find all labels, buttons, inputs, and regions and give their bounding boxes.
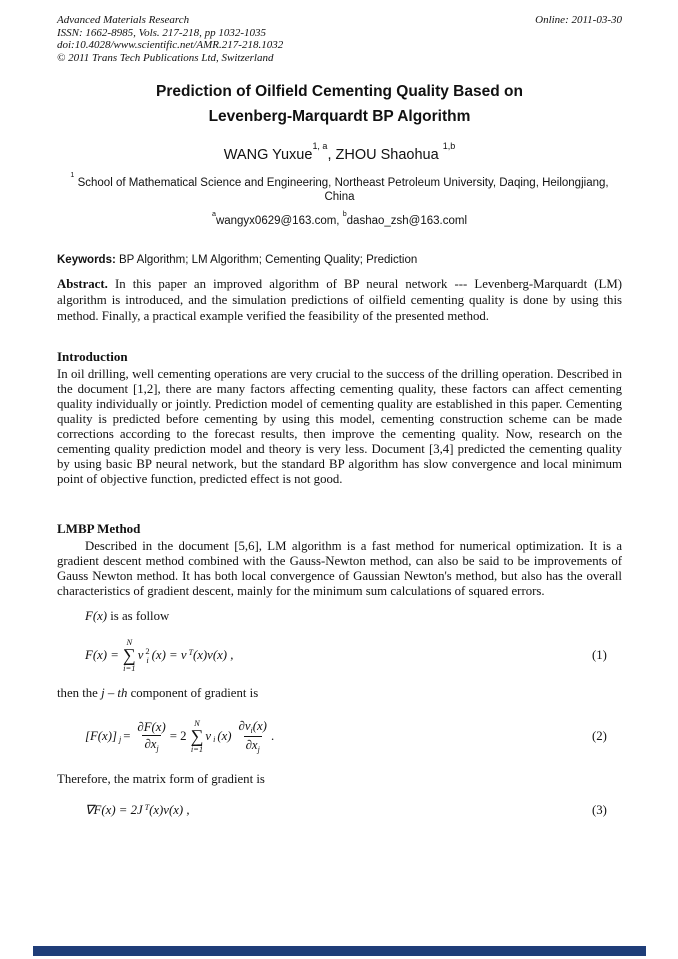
eq1-term-supsub [145, 647, 149, 665]
title-line-2: Levenberg-Marquardt BP Algorithm [208, 107, 471, 125]
sigma-icon-2: ∑ [190, 726, 204, 747]
author-line [57, 141, 622, 164]
title-line-1: Prediction of Oilfield Cementing Quality Based on [156, 82, 523, 100]
inline-math-jth: j – th [101, 685, 128, 700]
sigma-icon: ∑ [122, 645, 136, 666]
eq2-period: . [270, 729, 275, 744]
eq3-pre: ∇F(x) = 2J [85, 803, 143, 818]
gradient-line-pre: then the [57, 685, 102, 700]
keywords-text: BP Algorithm; LM Algorithm; Cementing Quality; Prediction [115, 254, 418, 267]
eq2-frac2-num-base: ∂v [238, 719, 251, 734]
email-b-superscript: b [342, 210, 347, 219]
eq2-frac2-den-sub: j [257, 744, 260, 754]
introduction-paragraph: In oil drilling, well cementing operations are very crucial to the success of the drilling operation. Described in the document [1,2], there are many factors affecting cementing quality, these factors can affect cementing quality individually or jointly. Prediction model of cementing quality are established in this paper. Cementing quality is predicted before cementing by using this model, cementing construction scheme can be made corrections according to the forecast results, then improve the cementing quality. Now, research on the cementing quality prediction model and theory is very less. Document [3,4] predicted the cementing quality by using basic BP neural network, but the standard BP algorithm has slow convergence and local minimum point of objective function, predicted effect is not good. [57, 366, 622, 486]
eq1-tail: (x)v(x) , [192, 648, 234, 663]
inline-math-Fx: F(x) [85, 608, 108, 623]
matrix-line: Therefore, the matrix form of gradient is [57, 771, 265, 786]
doi-line: doi:10.4028/www.scientific.net/AMR.217-218.1032 [57, 39, 284, 52]
eq2-frac1-denominator [142, 735, 160, 753]
issn-line: ISSN: 1662-8985, Vols. 217-218, pp 1032-1035 [57, 26, 266, 39]
sum-symbol [123, 638, 136, 673]
email-b: dashao_zsh@163.coml [346, 215, 468, 228]
eq1-transpose-sup: T [188, 647, 193, 657]
equation-2-number: (2) [592, 729, 607, 744]
eq2-fraction-1 [135, 720, 167, 753]
author-1-superscript: 1, a [312, 140, 328, 151]
eq3-tail: (x)v(x) , [149, 803, 190, 818]
follow-line [57, 608, 622, 624]
equation-3-number: (3) [592, 803, 607, 818]
eq2-mid: = 2 [169, 729, 187, 744]
eq3-transpose-sup: T [144, 802, 150, 812]
email-a-superscript: a [211, 210, 216, 219]
eq2-lhs-bracket: [F(x)] [85, 729, 117, 744]
eq1-term-sub: i [146, 654, 149, 665]
sum2-upper-limit: N [194, 718, 200, 729]
eq2-term-base: v [205, 729, 212, 744]
sum2-lower-limit: i=1 [190, 744, 204, 755]
equation-2 [57, 713, 622, 761]
eq2-term-after: (x) [217, 729, 232, 744]
eq2-fraction-2 [237, 719, 269, 754]
equation-3-body [57, 799, 592, 823]
journal-name: Advanced Materials Research [57, 14, 190, 26]
affiliation-text: School of Mathematical Science and Engineering, Northeast Petroleum University, Daqing, Heilongjiang, China [74, 176, 609, 204]
equation-1-body [57, 636, 592, 676]
affiliation [57, 172, 622, 206]
eq2-frac2-num-sub: i [250, 725, 253, 735]
eq2-frac1-den-sub: j [156, 743, 159, 753]
email-line [57, 210, 622, 229]
eq2-frac2-denominator [244, 736, 262, 754]
eq2-frac1-numerator: ∂F(x) [137, 720, 166, 735]
eq1-middle: (x) = v [151, 648, 187, 663]
lmbp-paragraph: Described in the document [5,6], LM algorithm is a fast method for numerical optimization. It is a gradient descent method combined with the Gauss-Newton method, can also be said to be improvements of Gauss Newton method. It has both local convergence of Gaussian Newton's method, but also has the overall characteristics of gradient descent, mainly for the minimum sum calculations of squared errors. [57, 538, 622, 598]
author-2-superscript: 1,b [442, 140, 456, 151]
eq1-term-sup: 2 [145, 645, 150, 656]
lmbp-heading: LMBP Method [57, 520, 141, 536]
author-separator: , [327, 146, 336, 163]
gradient-line-post: component of gradient is [127, 685, 259, 700]
eq1-lhs: F(x) = [85, 648, 119, 663]
paper-title [57, 79, 622, 129]
author-1: WANG Yuxue [223, 146, 313, 163]
equation-2-body [57, 713, 592, 761]
copyright-line: © 2011 Trans Tech Publications Ltd, Switzerland [57, 52, 274, 65]
gradient-line [57, 685, 622, 701]
keywords-label: Keywords: [57, 254, 116, 267]
eq2-frac2-numerator [237, 719, 269, 736]
eq2-equals: = [123, 729, 131, 744]
sum-lower-limit: i=1 [123, 663, 136, 674]
footer-bar [33, 946, 646, 956]
abstract-label: Abstract. [57, 277, 108, 292]
eq2-frac2-num-after: (x) [252, 719, 267, 734]
sum-upper-limit: N [126, 637, 133, 648]
journal-header [57, 14, 622, 65]
abstract-text: In this paper an improved algorithm of BP neural network --- Levenberg-Marquardt (LM) algorithm is introduced, and the simulation predictions of oilfield cementing quality is done by using this method. Finally, a practical example verified the feasibility of the presented method. [57, 277, 622, 323]
eq2-term-sub: i [213, 734, 216, 744]
author-2: ZHOU Shaohua [335, 146, 443, 163]
affiliation-superscript: 1 [70, 171, 75, 180]
eq2-lhs-sub: j [118, 734, 122, 744]
equation-1 [57, 636, 622, 676]
equation-3 [57, 799, 622, 823]
email-a: wangyx0629@163.com, [215, 215, 343, 228]
abstract [57, 277, 622, 324]
eq2-frac1-den-base: ∂x [144, 737, 157, 752]
keywords-line [57, 253, 622, 268]
online-date: Online: 2011-03-30 [535, 14, 622, 26]
sum-symbol-2 [191, 719, 204, 754]
eq1-term-base: v [137, 648, 144, 663]
journal-info [57, 14, 283, 65]
follow-line-text: is as follow [107, 608, 170, 623]
equation-1-number: (1) [592, 648, 607, 663]
introduction-heading: Introduction [57, 348, 128, 364]
eq2-frac2-den-base: ∂x [245, 738, 258, 753]
